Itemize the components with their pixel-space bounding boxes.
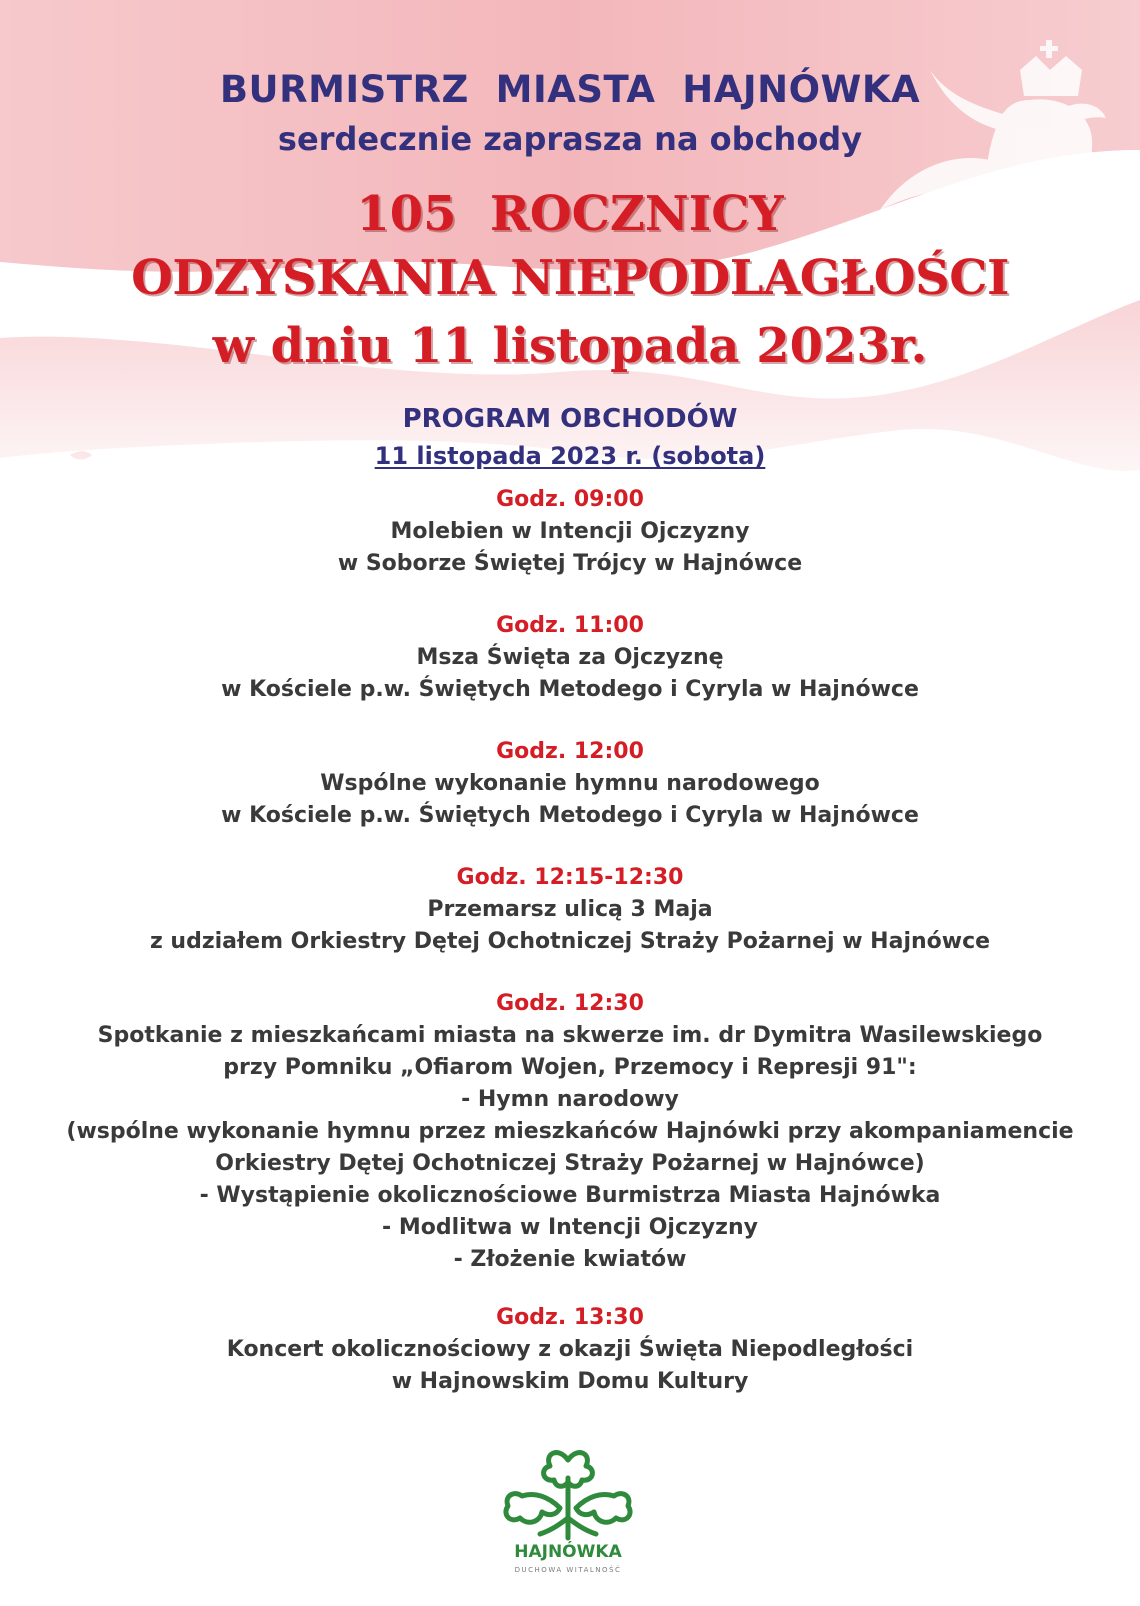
event-item: - Wystąpienie okolicznościowe Burmistrza Miasta Hajnówka (199, 1183, 941, 1208)
oak-leaves-icon (500, 1438, 636, 1542)
program-title: PROGRAM OBCHODÓW (402, 404, 738, 434)
event-location: w Kościele p.w. Świętych Metodego i Cyryla w Hajnówce (221, 803, 919, 828)
independence-title: ODZYSKANIA NIEPODLAGŁOŚCI (131, 250, 1009, 306)
event-item: - Złożenie kwiatów (453, 1247, 687, 1272)
invitation-subheading: serdecznie zaprasza na obchody (277, 120, 863, 158)
event-time: Godz. 09:00 (496, 487, 644, 512)
event-description: Wspólne wykonanie hymnu narodowego (320, 771, 820, 796)
organizer-heading: BURMISTRZ MIASTA HAJNÓWKA (219, 68, 921, 111)
event-time: Godz. 12:15-12:30 (456, 865, 684, 890)
event-item: - Hymn narodowy (461, 1087, 679, 1112)
event-location: w Hajnowskim Domu Kultury (391, 1369, 749, 1394)
event-location: z udziałem Orkiestry Dętej Ochotniczej Straży Pożarnej w Hajnówce (149, 929, 991, 954)
logo-tagline: DUCHOWA WITALNOŚĆ (514, 1566, 622, 1574)
program-date: 11 listopada 2023 r. (sobota) (374, 442, 766, 470)
event-time: Godz. 13:30 (496, 1305, 644, 1330)
event-description: Spotkanie z mieszkańcami miasta na skwerze im. dr Dymitra Wasilewskiego (97, 1023, 1043, 1048)
event-time: Godz. 12:30 (496, 991, 644, 1016)
event-date-title: w dniu 11 listopada 2023r. (212, 318, 928, 374)
program-event (0, 862, 1140, 958)
logo-name: HAJNÓWKA (514, 1542, 622, 1562)
event-location: w Kościele p.w. Świętych Metodego i Cyryla w Hajnówce (221, 677, 919, 702)
event-location: przy Pomniku „Ofiarom Wojen, Przemocy i Represji 91": (223, 1055, 917, 1080)
program-event (0, 988, 1140, 1276)
event-item-note: Orkiestry Dętej Ochotniczej Straży Pożarnej w Hajnówce) (215, 1151, 925, 1176)
anniversary-title: 105 ROCZNICY (356, 186, 784, 242)
event-description: Przemarsz ulicą 3 Maja (427, 897, 713, 922)
program-event (0, 736, 1140, 832)
event-description: Msza Święta za Ojczyznę (416, 645, 724, 670)
program-event (0, 610, 1140, 706)
event-item-note: (wspólne wykonanie hymnu przez mieszkańców Hajnówki przy akompaniamencie (66, 1119, 1074, 1144)
event-time: Godz. 12:00 (496, 739, 644, 764)
event-description: Koncert okolicznościowy z okazji Święta Niepodległości (226, 1337, 914, 1362)
event-item: - Modlitwa w Intencji Ojczyzny (382, 1215, 758, 1240)
hajnowka-logo (500, 1438, 636, 1598)
event-location: w Soborze Świętej Trójcy w Hajnówce (337, 551, 803, 576)
event-description: Molebien w Intencji Ojczyzny (390, 519, 750, 544)
program-event (0, 1302, 1140, 1398)
event-time: Godz. 11:00 (496, 613, 644, 638)
program-event (0, 484, 1140, 580)
